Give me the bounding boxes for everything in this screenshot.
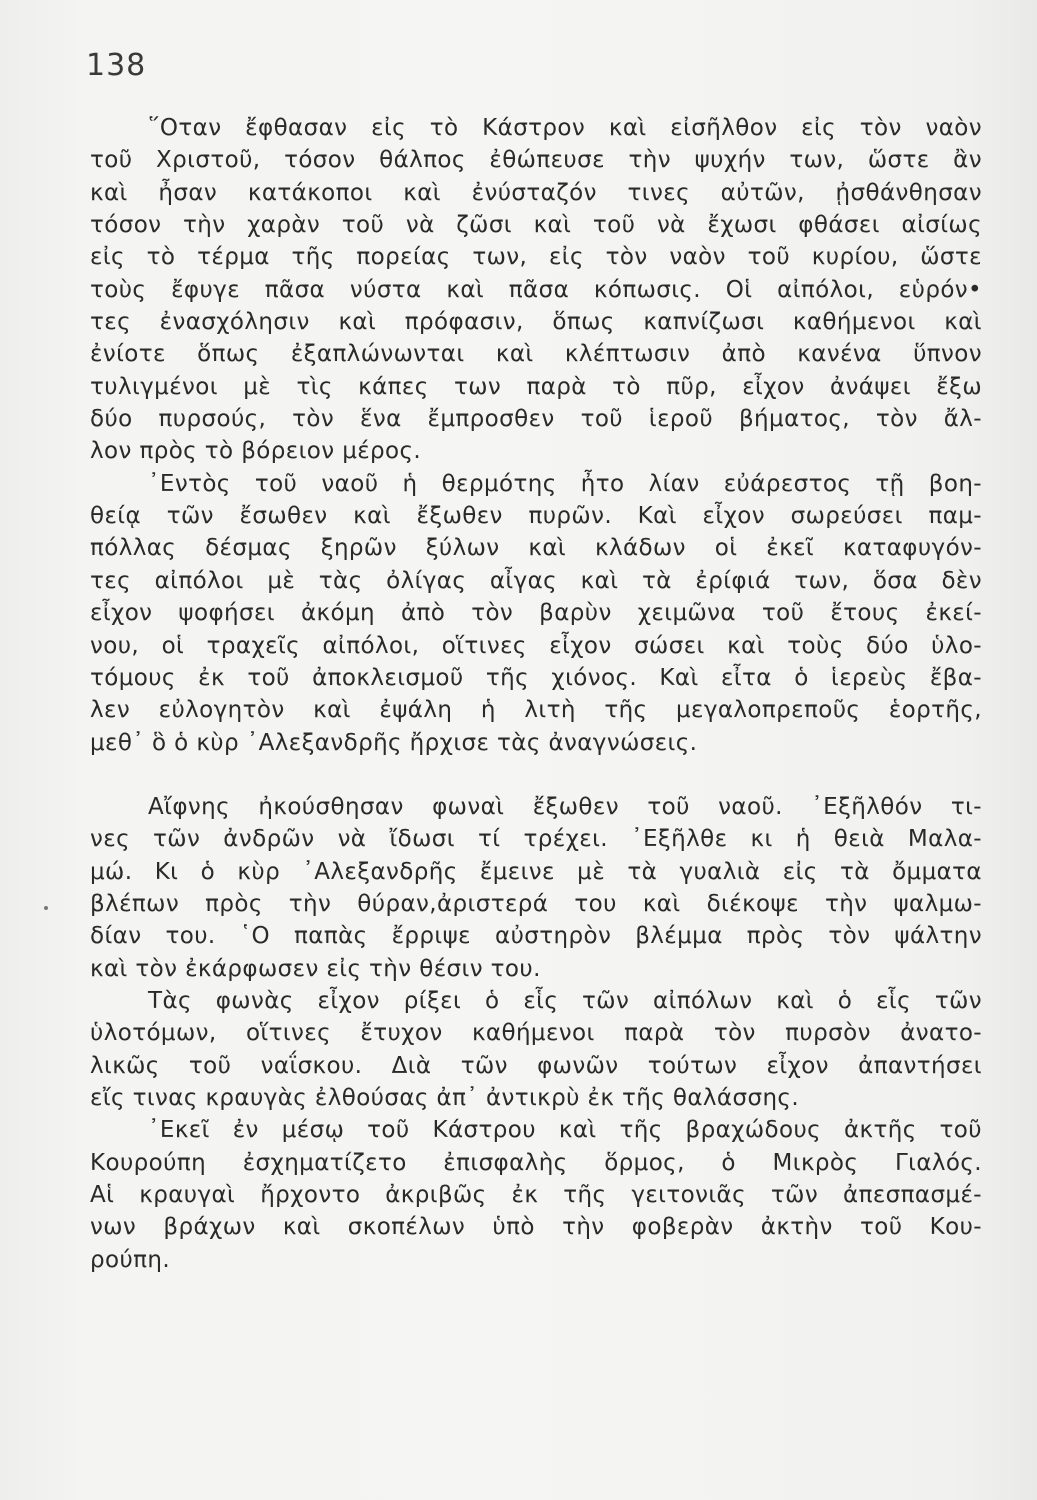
text-line: ἐνίοτε ὅπως ἐξαπλώνωνται καὶ κλέπτωσιν ἀπὸ κανένα ὕπνον bbox=[90, 341, 982, 368]
paragraph-4 bbox=[90, 985, 982, 1114]
text-line: εἰς τὸ τέρμα τῆς πορείας των, εἰς τὸν ναὸν τοῦ κυρίου, ὥστε bbox=[90, 244, 982, 271]
paragraph-3 bbox=[90, 791, 982, 985]
paragraph-gap bbox=[90, 759, 982, 791]
text-line: καὶ τὸν ἐκάρφωσεν εἰς τὴν θέσιν του. bbox=[90, 955, 541, 982]
text-line: μώ. Κι ὁ κὺρ ᾿Αλεξανδρῆς ἔμεινε μὲ τὰ γυαλιὰ εἰς τὰ ὄμματα bbox=[90, 858, 982, 885]
text-line: νες τῶν ἀνδρῶν νὰ ἴδωσι τί τρέχει. ᾿Εξῆλθε κι ἡ θειὰ Μαλα- bbox=[90, 826, 982, 853]
text-line: Τὰς φωνὰς εἶχον ρίξει ὁ εἷς τῶν αἰπόλων καὶ ὁ εἷς τῶν bbox=[148, 987, 982, 1014]
paragraph-1 bbox=[90, 112, 982, 468]
text-line: βλέπων πρὸς τὴν θύραν,ἀριστερά του καὶ διέκοψε τὴν ψαλμω- bbox=[90, 890, 982, 917]
text-line: ρούπη. bbox=[90, 1246, 171, 1273]
text-line: ὑλοτόμων, οἵτινες ἔτυχον καθήμενοι παρὰ τὸν πυρσὸν ἀνατο- bbox=[90, 1020, 982, 1047]
text-line: τυλιγμένοι μὲ τὶς κάπες των παρὰ τὸ πῦρ, εἶχον ἀνάψει ἔξω bbox=[90, 373, 982, 400]
text-line: καὶ ἦσαν κατάκοποι καὶ ἐνύσταζόν τινες αὐτῶν, ᾐσθάνθησαν bbox=[90, 179, 982, 206]
text-line: πόλλας δέσμας ξηρῶν ξύλων καὶ κλάδων οἱ ἐκεῖ καταφυγόν- bbox=[90, 535, 982, 562]
text-line: δύο πυρσούς, τὸν ἕνα ἔμπροσθεν τοῦ ἱεροῦ βήματος, τὸν ἄλ- bbox=[90, 406, 982, 433]
paragraph-5 bbox=[90, 1114, 982, 1276]
text-line: τες αἰπόλοι μὲ τὰς ὀλίγας αἶγας καὶ τὰ ἐρίφιά των, ὅσα δὲν bbox=[90, 567, 982, 594]
text-line: λον πρὸς τὸ βόρειον μέρος. bbox=[90, 438, 422, 465]
text-line: τόμους ἐκ τοῦ ἀποκλεισμοῦ τῆς χιόνος. Καὶ εἶτα ὁ ἱερεὺς ἔβα- bbox=[90, 664, 982, 691]
text-line: Κουρούπη ἐσχηματίζετο ἐπισφαλὴς ὅρμος, ὁ Μικρὸς Γιαλός. bbox=[90, 1149, 982, 1176]
text-line: λικῶς τοῦ ναΐσκου. Διὰ τῶν φωνῶν τούτων εἶχον ἀπαντήσει bbox=[90, 1052, 982, 1079]
body-text bbox=[90, 112, 982, 1276]
text-line: λεν εὐλογητὸν καὶ ἐψάλη ἡ λιτὴ τῆς μεγαλοπρεποῦς ἑορτῆς, bbox=[90, 697, 982, 724]
text-line: δίαν του. ῾Ο παπὰς ἔρριψε αὐστηρὸν βλέμμα πρὸς τὸν ψάλτην bbox=[90, 923, 982, 950]
text-line: θείᾳ τῶν ἔσωθεν καὶ ἔξωθεν πυρῶν. Καὶ εἶχον σωρεύσει παμ- bbox=[90, 503, 982, 530]
text-line: νου, οἱ τραχεῖς αἰπόλοι, οἵτινες εἶχον σώσει καὶ τοὺς δύο ὑλο- bbox=[90, 632, 982, 659]
text-line: ῞Οταν ἔφθασαν εἰς τὸ Κάστρον καὶ εἰσῆλθον εἰς τὸν ναὸν bbox=[148, 115, 982, 141]
text-line: ᾿Εκεῖ ἐν μέσῳ τοῦ Κάστρου καὶ τῆς βραχώδους ἀκτῆς τοῦ bbox=[148, 1117, 982, 1144]
paragraph-2 bbox=[90, 468, 982, 759]
text-line: εἶχον ψοφήσει ἀκόμη ἀπὸ τὸν βαρὺν χειμῶνα τοῦ ἔτους ἐκεί- bbox=[90, 600, 982, 627]
text-line: τες ἐνασχόλησιν καὶ πρόφασιν, ὅπως καπνίζωσι καθήμενοι καὶ bbox=[90, 309, 982, 336]
text-line: τόσον τὴν χαρὰν τοῦ νὰ ζῶσι καὶ τοῦ νὰ ἔχωσι φθάσει αἰσίως bbox=[90, 212, 982, 239]
text-line: εἴς τινας κραυγὰς ἐλθούσας ἀπ᾿ ἀντικρὺ ἐκ τῆς θαλάσσης. bbox=[90, 1084, 800, 1111]
text-line: ᾿Εντὸς τοῦ ναοῦ ἡ θερμότης ἦτο λίαν εὐάρεστος τῇ βοη- bbox=[148, 470, 982, 497]
text-line: Αἱ κραυγαὶ ἤρχοντο ἀκριβῶς ἐκ τῆς γειτονιᾶς τῶν ἀπεσπασμέ- bbox=[90, 1182, 982, 1208]
text-line: τοῦ Χριστοῦ, τόσον θάλπος ἐθώπευσε τὴν ψυχήν των, ὥστε ἂν bbox=[90, 147, 982, 174]
text-line: τοὺς ἔφυγε πᾶσα νύστα καὶ πᾶσα κόπωσις. Οἱ αἰπόλοι, εὑρόν• bbox=[90, 276, 982, 303]
text-line: νων βράχων καὶ σκοπέλων ὑπὸ τὴν φοβερὰν ἀκτὴν τοῦ Κου- bbox=[90, 1214, 982, 1241]
scan-speck bbox=[44, 906, 48, 910]
page-number: 138 bbox=[86, 48, 147, 83]
text-line: μεθ᾿ ὃ ὁ κὺρ ᾿Αλεξανδρῆς ἤρχισε τὰς ἀναγνώσεις. bbox=[90, 729, 698, 756]
text-line: Αἴφνης ἠκούσθησαν φωναὶ ἔξωθεν τοῦ ναοῦ. ᾿Εξῆλθόν τι- bbox=[148, 793, 982, 820]
